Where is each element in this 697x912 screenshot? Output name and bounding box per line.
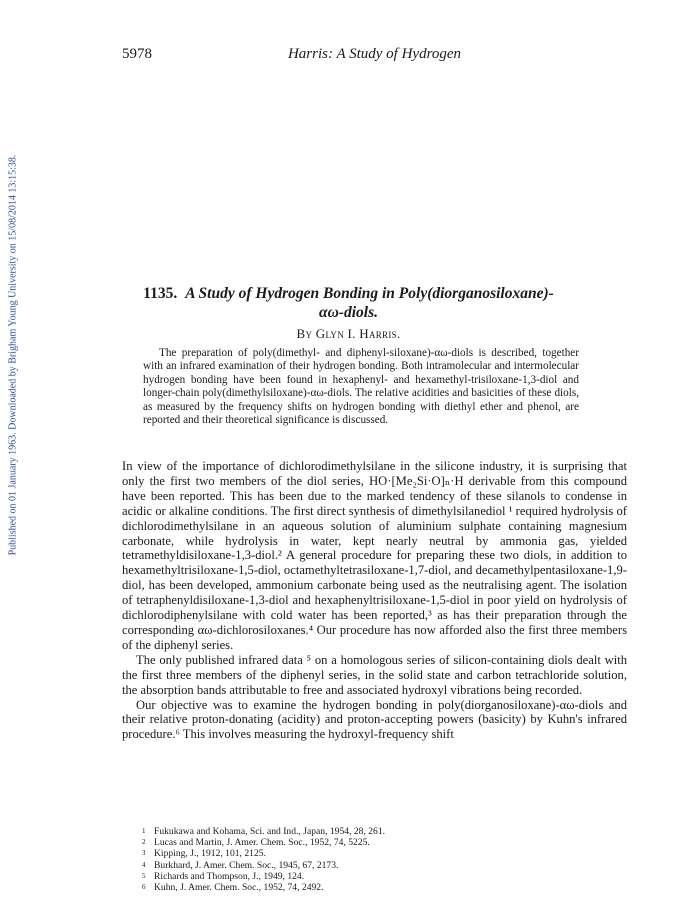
footnote-mark: 5 bbox=[142, 871, 146, 880]
footnote-text: Lucas and Martin, J. Amer. Chem. Soc., 1952, 74, 5225. bbox=[154, 837, 370, 849]
article-title-line-2: αω-diols. bbox=[319, 304, 378, 321]
footnote bbox=[142, 860, 577, 871]
footnote-text: Richards and Thompson, J., 1949, 124. bbox=[154, 870, 305, 882]
article-number: 1135. bbox=[143, 285, 178, 302]
abstract-text: The preparation of poly(dimethyl- and diphenyl-siloxane)-αω-diols is described, together with an infrared examination of their hydrogen bonding. Both intramolecular and intermolecular hydrogen bonding have been found in hexaphenyl- and hexamethyl-trisiloxane-1,3-diol and longer-chain poly(dimethylsiloxane)-αω-diols. The relative acidities and basicities of these diols, as measured by the frequency shifts on hydrogen bonding with diethyl ether and phenol, are reported and their theoretical significance is discussed. bbox=[143, 347, 579, 427]
paragraph-3: Our objective was to examine the hydrogen bonding in poly(diorganosiloxane)-αω-diols and their relative proton-donating (acidity) and proton-accepting powers (basicity) by Kuhn's infrared procedure.⁶ This involves measuring the hydroxyl-frequency shift bbox=[122, 697, 627, 742]
article-title-text-1: A Study of Hydrogen Bonding in Poly(diorganosiloxane)- bbox=[185, 285, 554, 302]
footnote-text: Fukukawa and Kohama, Sci. and Ind., Japan, 1954, 28, 261. bbox=[154, 826, 386, 837]
footnote-text: Burkhard, J. Amer. Chem. Soc., 1945, 67, 2173. bbox=[154, 859, 339, 871]
paragraph-1: In view of the importance of dichlorodimethylsilane in the silicone industry, it is surprising that only the first two members of the diol series, HO·[Me₂Si·O]ₙ·H derivable from this compound have been reported. This has been due to the marked tendency of these silanols to condense in acidic or alkaline conditions. The first direct synthesis of dimethylsilanediol ¹ required hydrolysis of dichlorodimethylsilane in an aqueous solution of aluminium sulphate containing magnesium carbonate, while hydrolysis in water, kept nearly neutral by ammonia gas, yielded tetramethyldisiloxane-1,3-diol.² A general procedure for preparing these two diols, in addition to hexamethyltrisiloxane-1,5-diol, octamethyltetrasiloxane-1,7-diol, and decamethylpentasiloxane-1,9-diol, has been developed, ammonium carbonate being used as the neutralising agent. The isolation of tetraphenyldisiloxane-1,3-diol and hexaphenyltrisiloxane-1,5-diol in poor yield on hydrolysis of dichlorodiphenylsilane with cold water has been reported,³ as has their preparation through the corresponding αω-dichlorosiloxanes.⁴ Our procedure has now afforded also the first three members of the diphenyl series. bbox=[122, 459, 627, 652]
footnote bbox=[142, 882, 577, 893]
footnote-text: Kuhn, J. Amer. Chem. Soc., 1952, 74, 2492. bbox=[154, 882, 324, 894]
abstract bbox=[143, 347, 579, 427]
paragraph-2: The only published infrared data ⁵ on a homologous series of silicon-containing diols dealt with the first three members of the diphenyl series, in the solid state and carbon tetrachloride solution, the absorption bands attributable to free and associated hydroxyl vibrations being recorded. bbox=[122, 652, 627, 697]
author-line: By Glyn I. Harris. bbox=[296, 326, 401, 341]
article-title bbox=[100, 284, 597, 322]
footnote bbox=[142, 826, 577, 837]
publication-side-note-text: Published on 01 January 1963. Downloaded by Brigham Young University on 15/08/2014 13:15:38. bbox=[7, 154, 19, 556]
footnote bbox=[142, 837, 577, 848]
footnote bbox=[142, 848, 577, 859]
page-header bbox=[122, 46, 627, 66]
footnote-mark: 4 bbox=[142, 860, 146, 869]
publication-side-note bbox=[4, 120, 22, 590]
footnote-mark: 6 bbox=[142, 883, 146, 892]
footnote-text: Kipping, J., 1912, 101, 2125. bbox=[154, 848, 266, 860]
footnote-mark: 2 bbox=[142, 838, 146, 847]
running-title: Harris: A Study of Hydrogen bbox=[287, 46, 462, 62]
page-number: 5978 bbox=[122, 46, 152, 62]
footnote-mark: 3 bbox=[142, 849, 146, 858]
footnote-mark: 1 bbox=[142, 827, 146, 835]
body-text bbox=[122, 459, 627, 742]
footnote bbox=[142, 871, 577, 882]
footnotes bbox=[142, 826, 577, 893]
article-title-line-1 bbox=[100, 284, 597, 303]
